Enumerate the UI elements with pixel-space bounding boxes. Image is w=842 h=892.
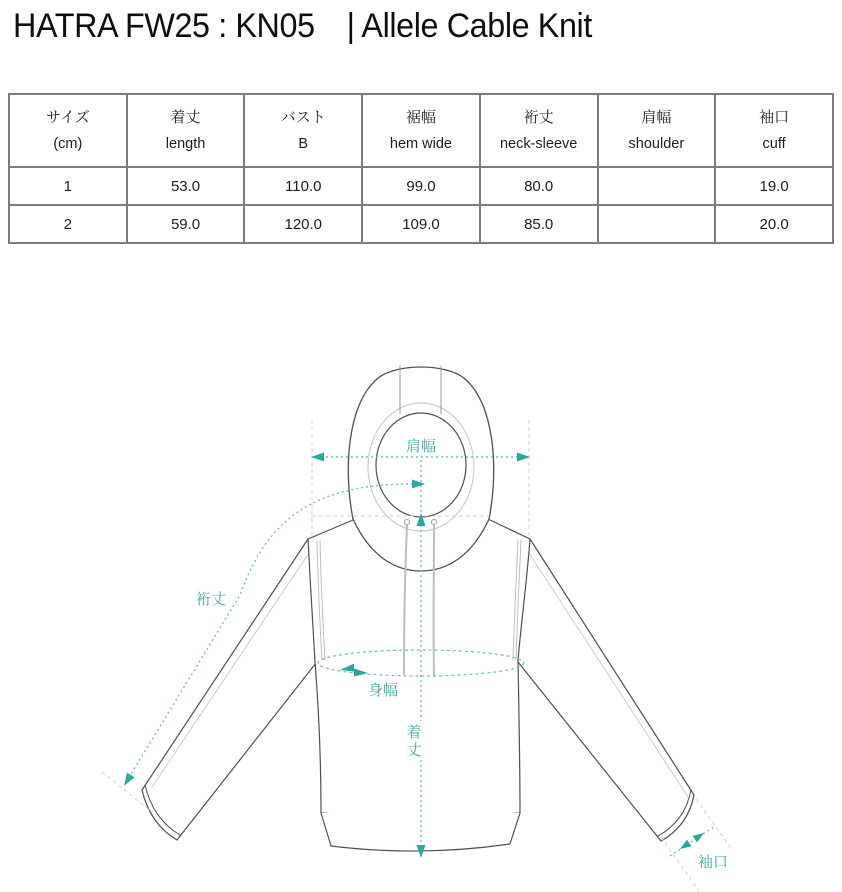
size-value-cell: 99.0 (362, 167, 480, 205)
cuff-label: 袖口 (698, 854, 729, 871)
size-value-cell: 120.0 (244, 205, 362, 243)
body-width-label: 身幅 (367, 682, 399, 699)
header-en: (cm) (53, 135, 83, 152)
column-header-shoulder (598, 94, 716, 167)
table-header-row (9, 94, 833, 167)
column-header-cuff (715, 94, 833, 167)
header-en: length (165, 135, 206, 152)
length-label-top: 着 (406, 724, 422, 741)
size-value-cell: 53.0 (127, 167, 245, 205)
header-jp: 裾幅 (405, 108, 436, 126)
size-table (8, 93, 834, 244)
arrow-cuff-end (124, 773, 135, 786)
size-value-cell: 2 (9, 205, 127, 243)
shoulder-width-label: 肩幅 (405, 438, 437, 455)
table-row-size-1 (9, 167, 833, 205)
column-header-bust (244, 94, 362, 167)
header-en: cuff (762, 135, 786, 152)
neck-sleeve-label: 裄丈 (195, 591, 227, 608)
grommet (432, 520, 437, 525)
size-value-cell (598, 167, 716, 205)
header-jp: バスト (280, 108, 326, 126)
size-value-cell: 109.0 (362, 205, 480, 243)
arrow-cuff-a (693, 833, 704, 842)
size-value-cell: 59.0 (127, 205, 245, 243)
page-title: HATRA FW25 : KN05 | Allele Cable Knit (13, 7, 592, 45)
arrow-right (517, 453, 530, 462)
size-value-cell: 85.0 (480, 205, 598, 243)
header-jp: 肩幅 (641, 108, 672, 126)
header-jp: 裄丈 (523, 108, 554, 126)
table-row-size-2 (9, 205, 833, 243)
size-value-cell: 20.0 (715, 205, 833, 243)
header-jp: 袖口 (759, 108, 790, 126)
column-header-neck-sleeve (480, 94, 598, 167)
size-value-cell: 1 (9, 167, 127, 205)
size-value-cell (598, 205, 716, 243)
header-jp: サイズ (45, 108, 90, 126)
column-header-length (127, 94, 245, 167)
size-value-cell: 80.0 (480, 167, 598, 205)
header-jp: 着丈 (170, 108, 201, 126)
column-header-size (9, 94, 127, 167)
arrow-left (311, 453, 324, 462)
header-en: hem wide (389, 135, 452, 152)
garment-measurement-diagram (0, 342, 842, 892)
cuff-line (670, 826, 715, 856)
left-sleeve (142, 539, 316, 840)
column-header-hem (362, 94, 480, 167)
grommet (405, 520, 410, 525)
header-en: neck-sleeve (499, 135, 578, 152)
size-value-cell: 110.0 (244, 167, 362, 205)
size-value-cell: 19.0 (715, 167, 833, 205)
arrow-cuff-b (680, 840, 691, 849)
right-sleeve (518, 539, 694, 841)
length-label-bottom: 丈 (406, 742, 422, 759)
header-en: B (298, 135, 309, 152)
header-en: shoulder (628, 135, 685, 152)
